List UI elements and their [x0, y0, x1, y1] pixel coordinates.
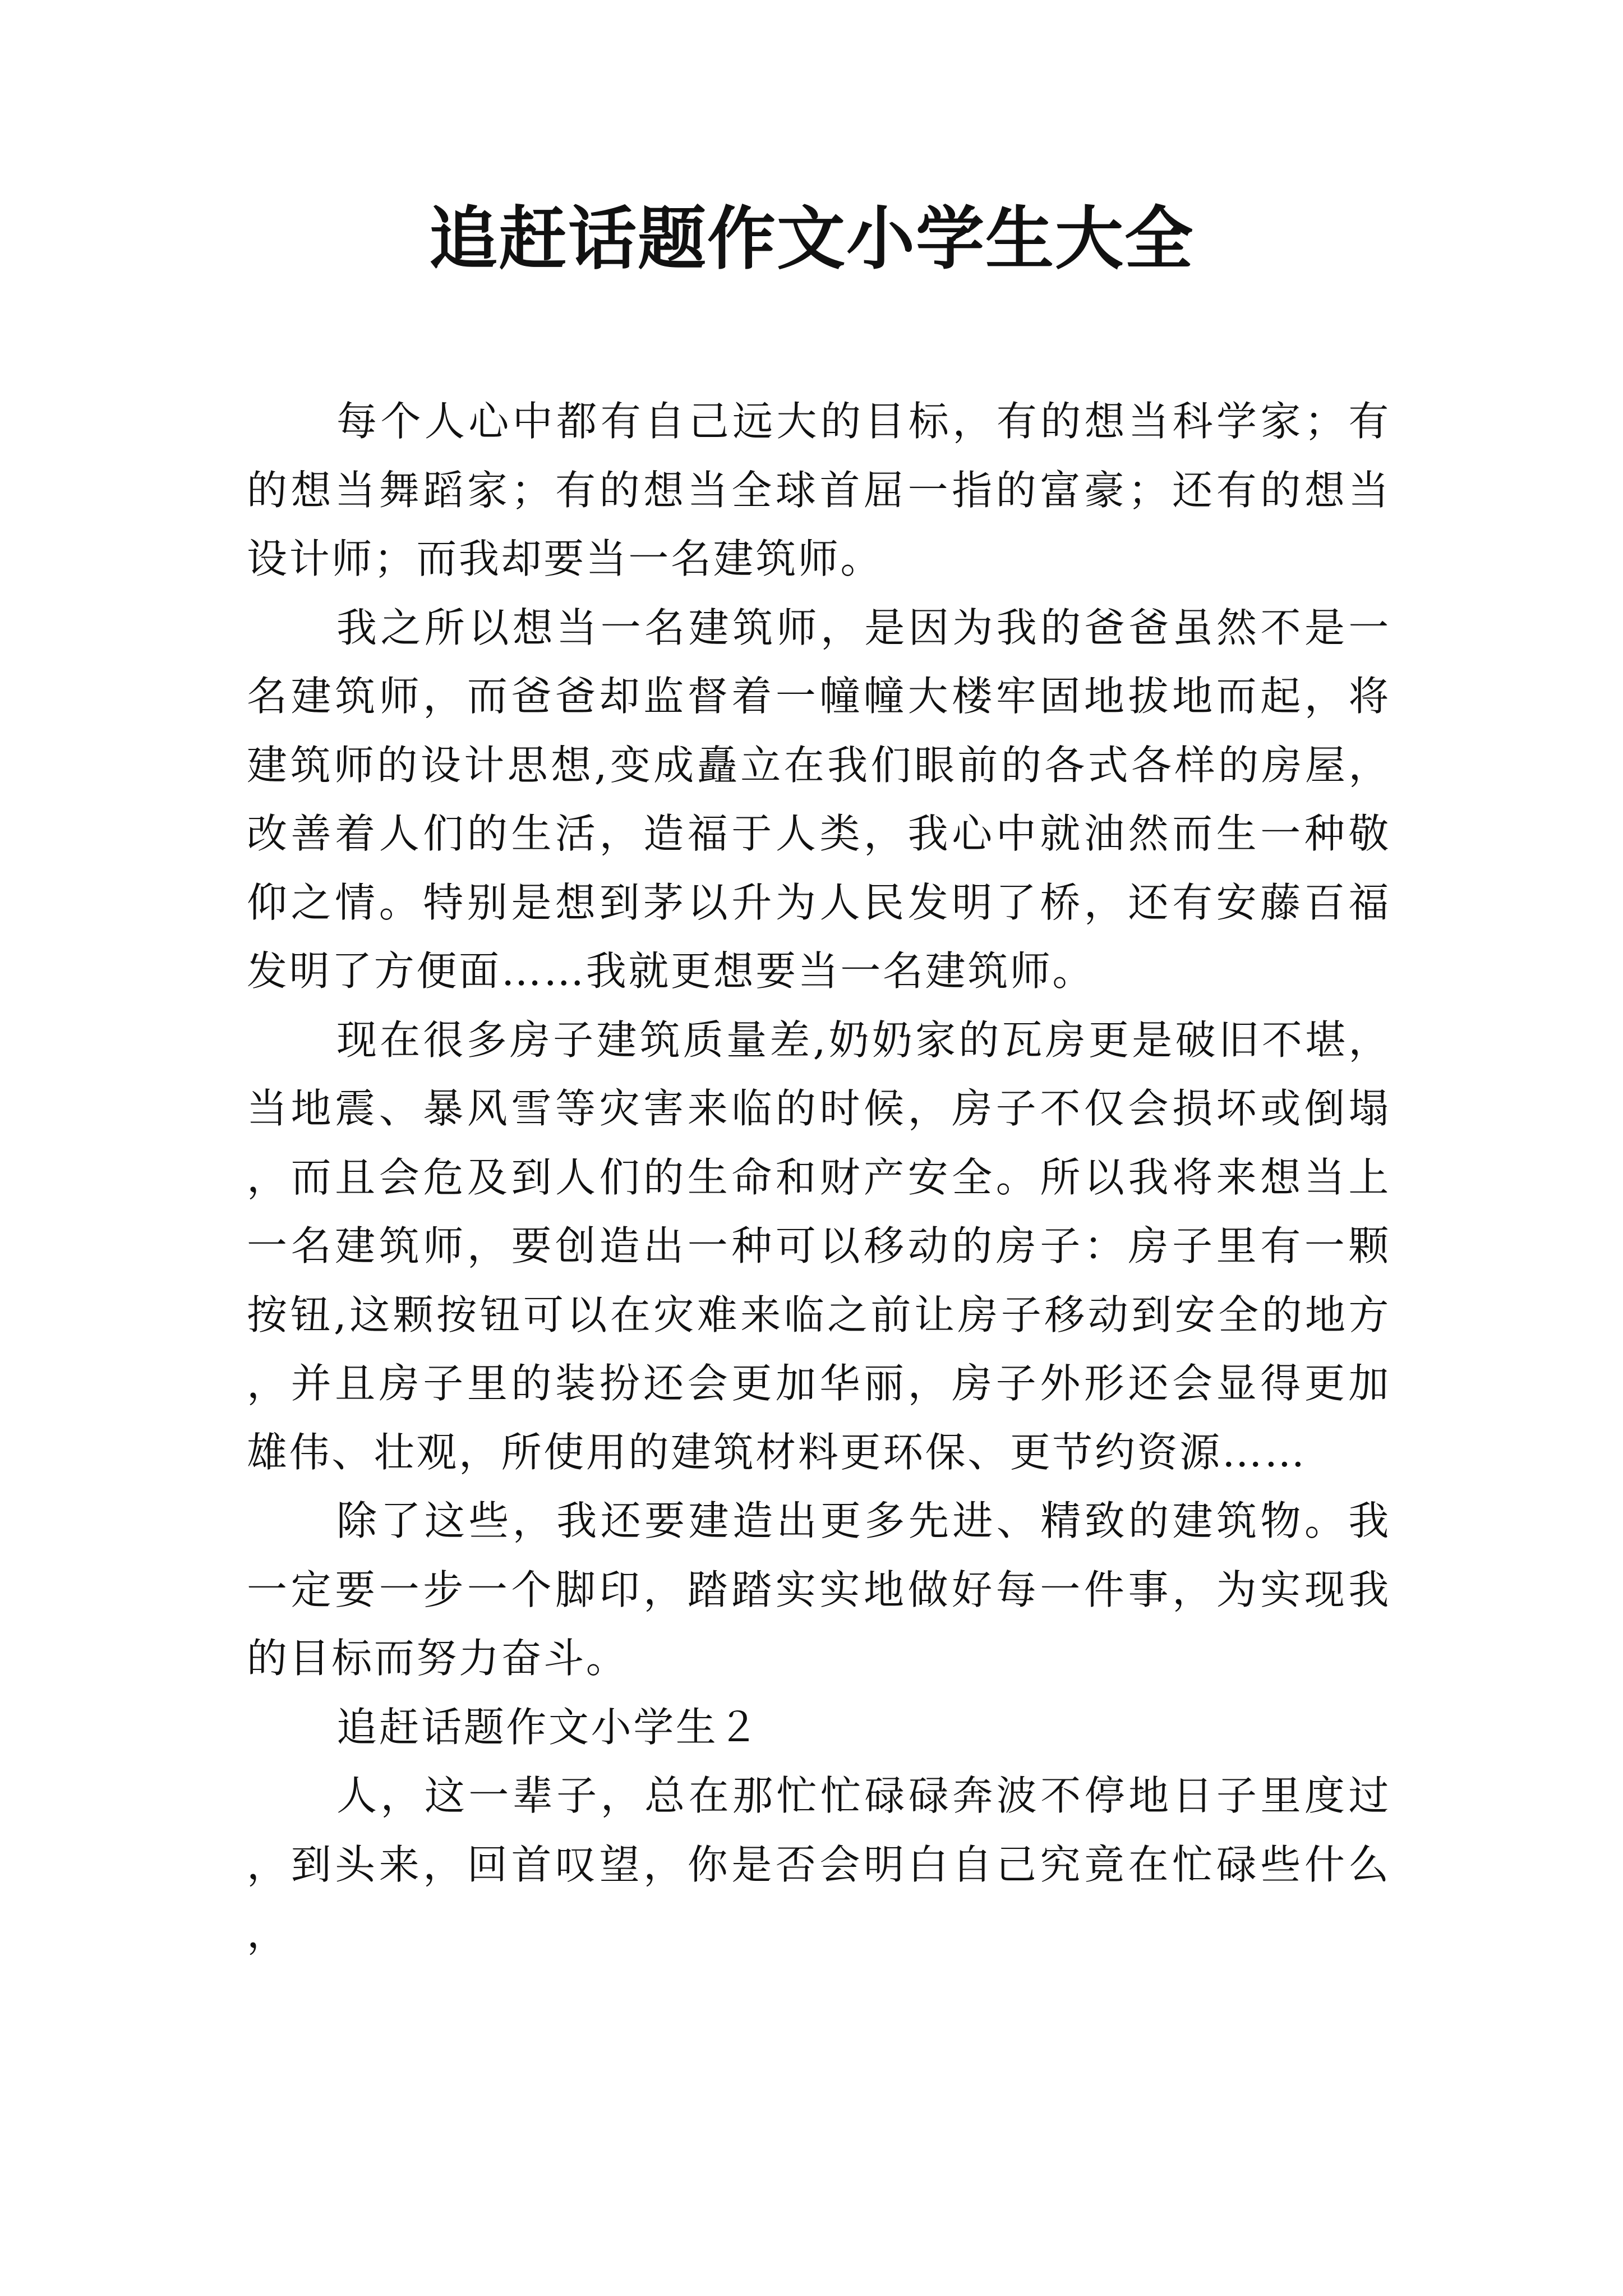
- paragraph: 除了这些，我还要建造出更多先进、精致的建筑物。我一定要一步一个脚印，踏踏实实地做好每一件事，为实现我的目标而努力奋斗。: [247, 1497, 1391, 1682]
- paragraph: 我之所以想当一名建筑师，是因为我的爸爸虽然不是一名建筑师，而爸爸却监督着一幢幢大楼牢固地拔地而起，将建筑师的设计思想,变成矗立在我们眼前的各式各样的房屋，改善着人们的生活，造福于人类，我心中就油然而生一种敬仰之情。特别是想到茅以升为人民发明了桥，还有安藤百福发明了方便面……我就更想要当一名建筑师。: [247, 604, 1391, 995]
- paragraph: 每个人心中都有自己远大的目标，有的想当科学家；有的想当舞蹈家；有的想当全球首屈一指的富豪；还有的想当设计师；而我却要当一名建筑师。: [247, 398, 1391, 582]
- section-heading: 追赶话题作文小学生２: [336, 1703, 761, 1751]
- document-title: 追赶话题作文小学生大全: [429, 198, 1194, 279]
- document-body: [247, 387, 1391, 1968]
- paragraph: 现在很多房子建筑质量差,奶奶家的瓦房更是破旧不堪，当地震、暴风雪等灾害来临的时候，房子不仅会损坏或倒塌，而且会危及到人们的生命和财产安全。所以我将来想当上一名建筑师，要创造出一种可以移动的房子：房子里有一颗按钮,这颗按钮可以在灾难来临之前让房子移动到安全的地方，并且房子里的装扮还会更加华丽，房子外形还会显得更加雄伟、壮观，所使用的建筑材料更环保、更节约资源……: [247, 1016, 1391, 1476]
- paragraph: 人，这一辈子，总在那忙忙碌碌奔波不停地日子里度过，到头来，回首叹望，你是否会明白自己究竟在忙碌些什么，: [247, 1772, 1391, 1957]
